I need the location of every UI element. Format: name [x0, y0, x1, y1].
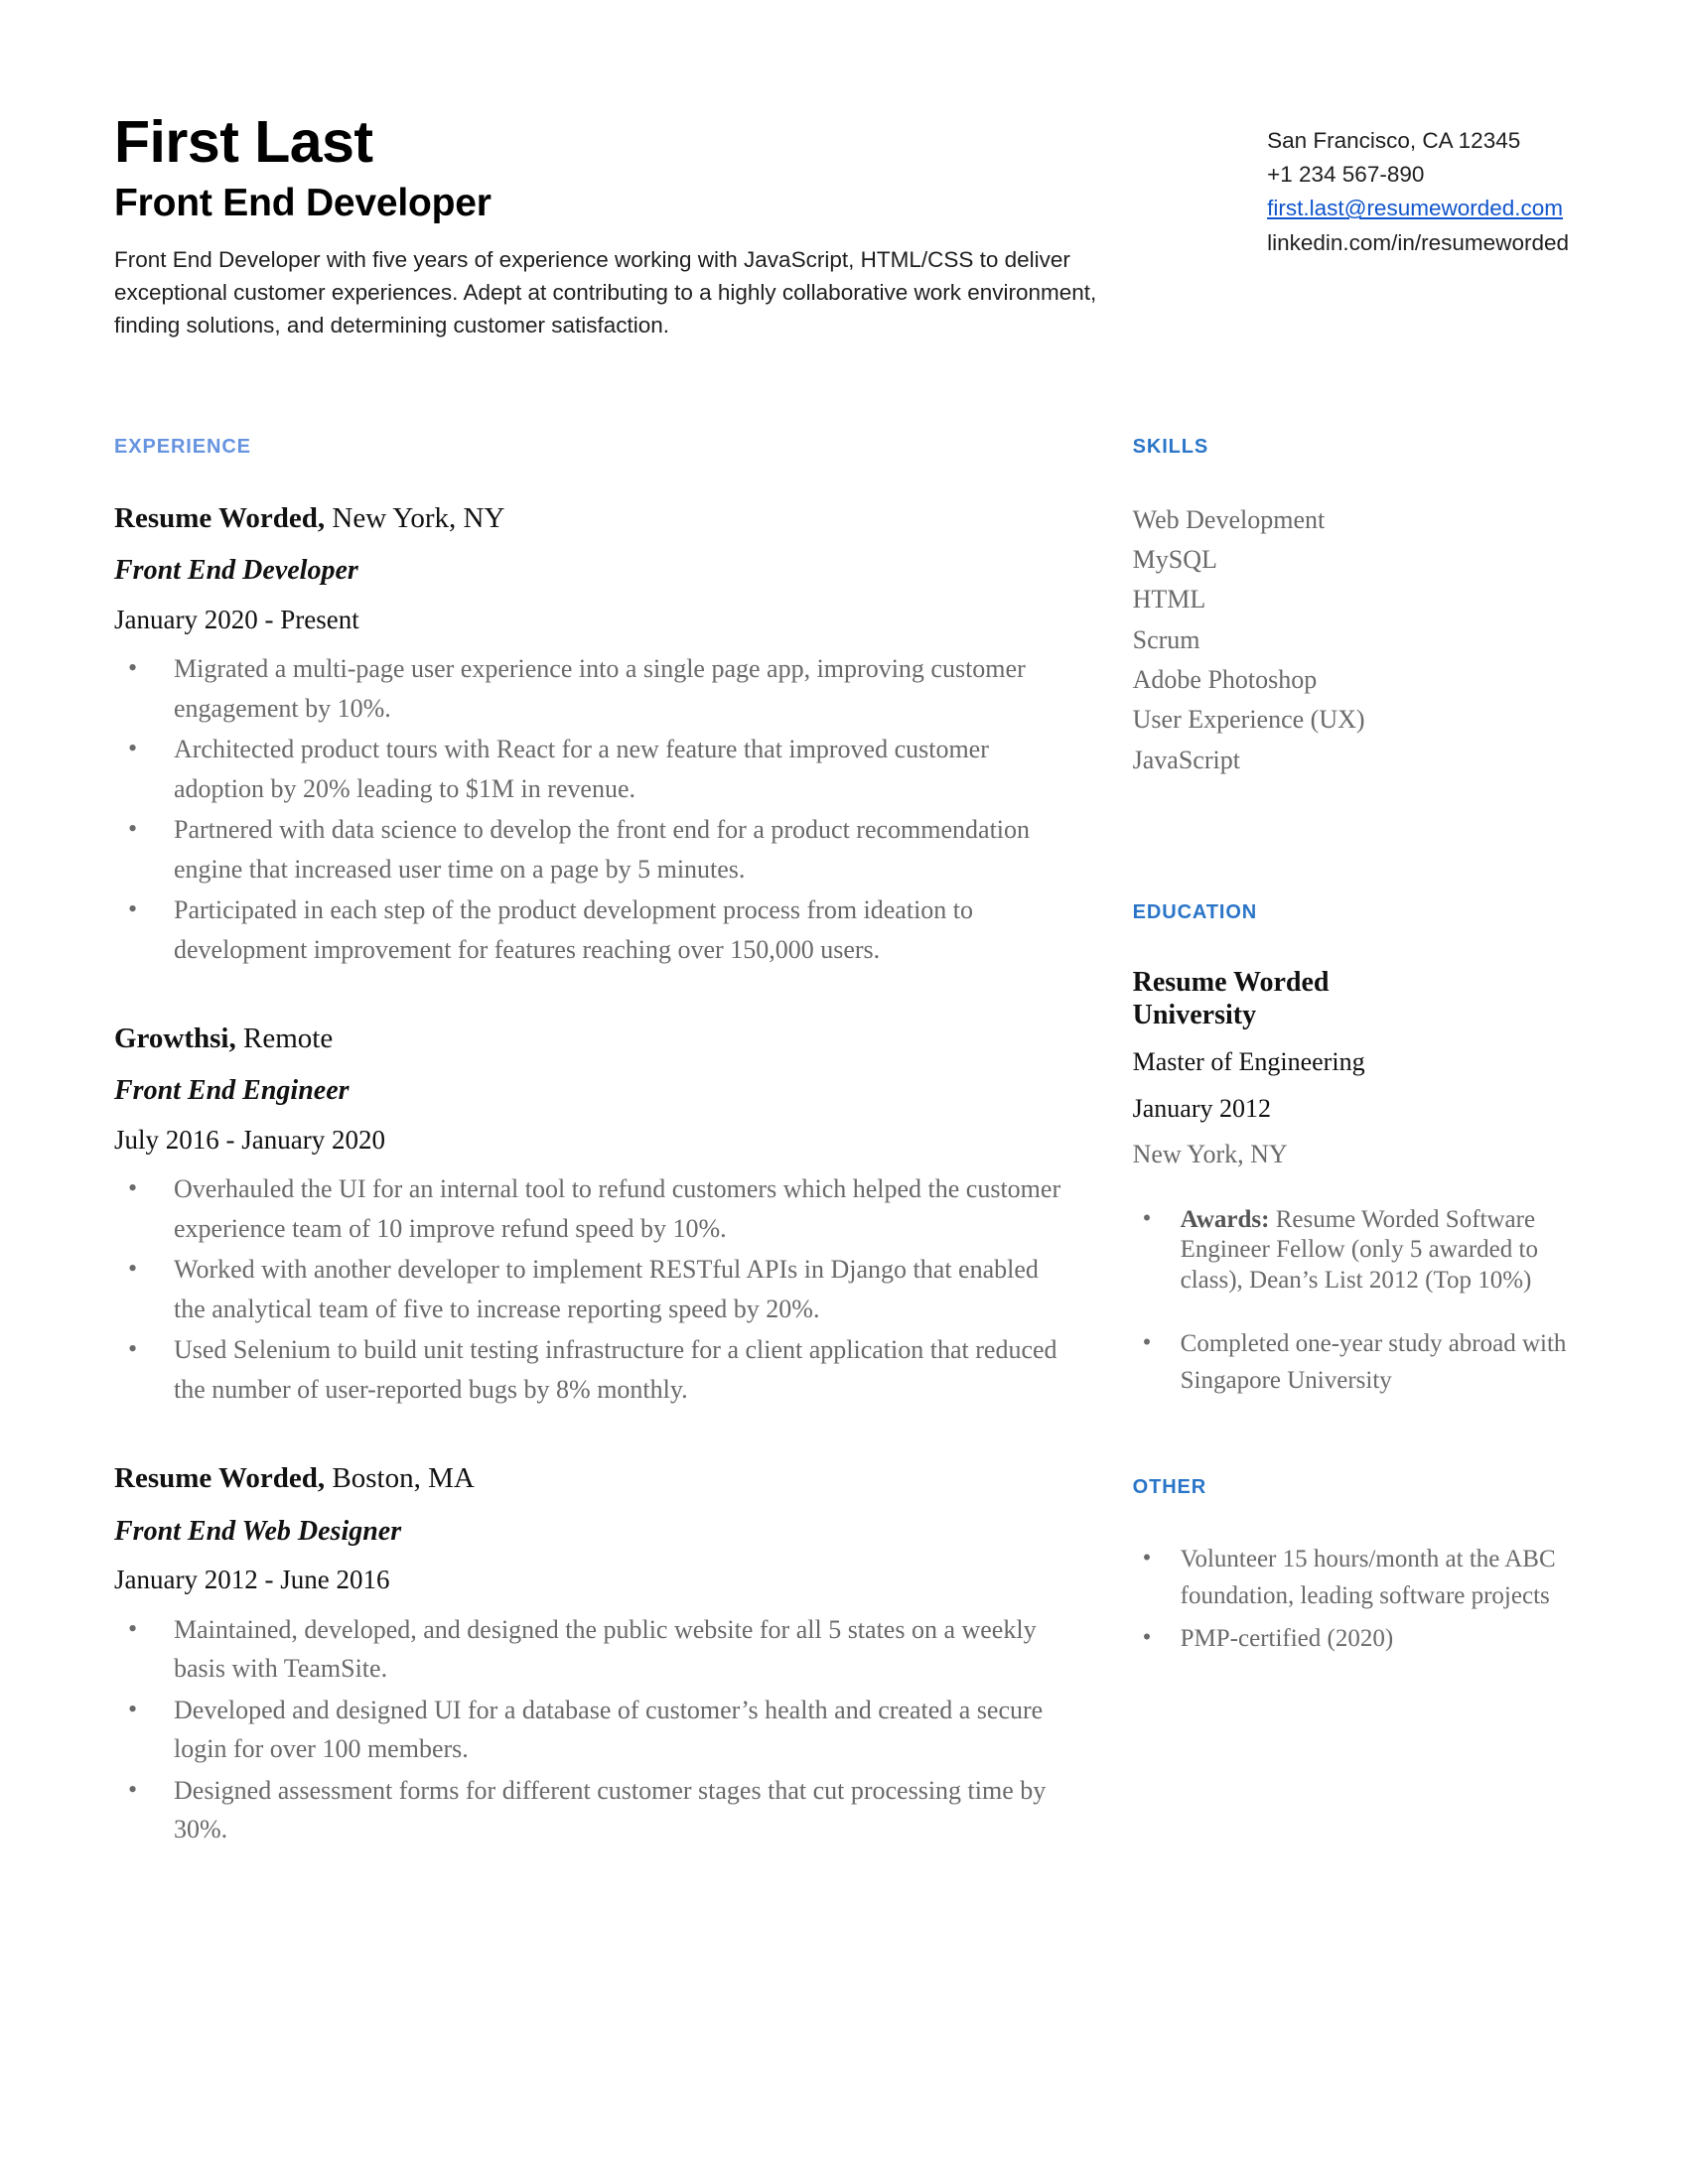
experience-bullet: • Designed assessment forms for different customer stages that cut processing time by 30%.: [114, 1771, 1073, 1849]
candidate-name: First Last: [114, 109, 373, 175]
education-bullet: • Completed one-year study abroad with Singapore University: [1133, 1325, 1569, 1399]
experience-bullet: • Developed and designed UI for a database of customer’s health and created a secure login for over 100 members.: [114, 1691, 1073, 1769]
skill-item: Scrum: [1132, 624, 1200, 654]
education-bullet: [1133, 1205, 1569, 1297]
section-heading-experience: EXPERIENCE: [114, 435, 251, 458]
education-bullet-list: [1133, 1205, 1569, 1400]
skill-item: User Experience (UX): [1132, 705, 1365, 735]
experience-company-location: New York, NY: [325, 501, 505, 534]
resume-body: [114, 436, 1569, 1851]
other-bullet: • Volunteer 15 hours/month at the ABC foundation, leading software projects: [1133, 1541, 1569, 1614]
experience-dates: January 2020 - Present: [114, 604, 359, 634]
experience-bullet: • Migrated a multi-page user experience into a single page app, improving customer engagement by 10%.: [114, 649, 1073, 728]
spacer: [1133, 780, 1569, 901]
skills-section: [1133, 436, 1569, 780]
sidebar-column: [1133, 436, 1569, 1851]
experience-company-name: Resume Worded,: [114, 501, 326, 534]
skill-item: JavaScript: [1132, 745, 1240, 774]
contact-linkedin: linkedin.com/in/resumeworded: [1267, 229, 1569, 255]
education-degree: Master of Engineering: [1132, 1047, 1365, 1077]
experience-company-name: Growthsi,: [114, 1023, 236, 1055]
experience-bullet-list: [114, 1169, 1073, 1409]
professional-summary: Front End Developer with five years of experience working with JavaScript, HTML/CSS to deliver exceptional customer experiences. Adept at contributing to a highly collaborative work environment, finding solutions, and determining customer satisfaction.: [114, 246, 1097, 339]
education-school: Resume Worded University: [1132, 966, 1330, 1031]
education-bullet-text: Resume Worded Software Engineer Fellow (only 5 awarded to class), Dean’s List 2012 (Top 10%): [1180, 1205, 1538, 1294]
experience-company-line: [114, 1021, 1073, 1056]
skill-item: Adobe Photoshop: [1132, 664, 1318, 694]
experience-entry: [114, 1460, 1073, 1848]
other-bullet: • PMP-certified (2020): [1133, 1620, 1569, 1657]
experience-column: [114, 436, 1073, 1851]
experience-bullet-list: [114, 649, 1073, 969]
contact-phone: +1 234 567-890: [1267, 162, 1425, 188]
experience-bullet: • Partnered with data science to develop the front end for a product recommendation engine that increased user time on a page by 5 minutes.: [114, 810, 1073, 888]
experience-bullet: • Architected product tours with React for a new feature that improved customer adoption by 20% leading to $1M in revenue.: [114, 730, 1073, 808]
experience-bullet: • Overhauled the UI for an internal tool to refund customers which helped the customer experience team of 10 improve refund speed by 10%.: [114, 1169, 1073, 1248]
contact-email-row: [1267, 193, 1569, 224]
other-bullet-list: [1133, 1541, 1569, 1657]
experience-bullet: • Participated in each step of the product development process from ideation to development improvement for features reaching over 150,000 users.: [114, 890, 1073, 969]
experience-company-name: Resume Worded,: [114, 1462, 326, 1495]
education-location: New York, NY: [1132, 1140, 1288, 1169]
resume-header: [114, 109, 1569, 342]
education-date: January 2012: [1132, 1093, 1271, 1123]
education-bullet-label: Awards:: [1180, 1205, 1270, 1233]
experience-bullet: • Maintained, developed, and designed the public website for all 5 states on a weekly basis with TeamSite.: [114, 1610, 1073, 1689]
spacer: [1133, 1399, 1569, 1476]
experience-dates: January 2012 - June 2016: [114, 1565, 390, 1595]
education-section: [1133, 901, 1569, 1399]
experience-company-location: Boston, MA: [325, 1462, 475, 1495]
experience-role: Front End Engineer: [114, 1075, 350, 1107]
experience-role: Front End Web Designer: [114, 1515, 402, 1547]
experience-company-line: [114, 500, 1073, 536]
contact-block: [1267, 109, 1569, 261]
experience-company-location: Remote: [235, 1023, 334, 1055]
skill-item: HTML: [1132, 585, 1206, 614]
section-heading-education: EDUCATION: [1132, 900, 1258, 923]
experience-bullet-list: [114, 1610, 1073, 1849]
experience-entry: [114, 500, 1073, 969]
contact-email-link[interactable]: first.last@resumeworded.com: [1267, 196, 1564, 221]
experience-dates: July 2016 - January 2020: [114, 1124, 385, 1155]
experience-bullet: • Worked with another developer to implement RESTful APIs in Django that enabled the analytical team of five to increase reporting speed by 20%.: [114, 1250, 1073, 1328]
other-section: [1133, 1476, 1569, 1657]
experience-bullet: • Used Selenium to build unit testing infrastructure for a client application that reduced the number of user-reported bugs by 8% monthly.: [114, 1330, 1073, 1409]
skills-list: [1133, 500, 1569, 780]
skill-item: Web Development: [1132, 504, 1326, 534]
contact-location: San Francisco, CA 12345: [1267, 128, 1521, 153]
section-heading-other: OTHER: [1132, 1476, 1207, 1499]
header-left: [114, 109, 1117, 342]
section-heading-skills: SKILLS: [1132, 435, 1209, 458]
experience-role: Front End Developer: [114, 555, 358, 587]
experience-entry: [114, 1021, 1073, 1409]
experience-company-line: [114, 1460, 1073, 1496]
skill-item: MySQL: [1132, 545, 1217, 575]
candidate-job-title: Front End Developer: [114, 182, 492, 225]
